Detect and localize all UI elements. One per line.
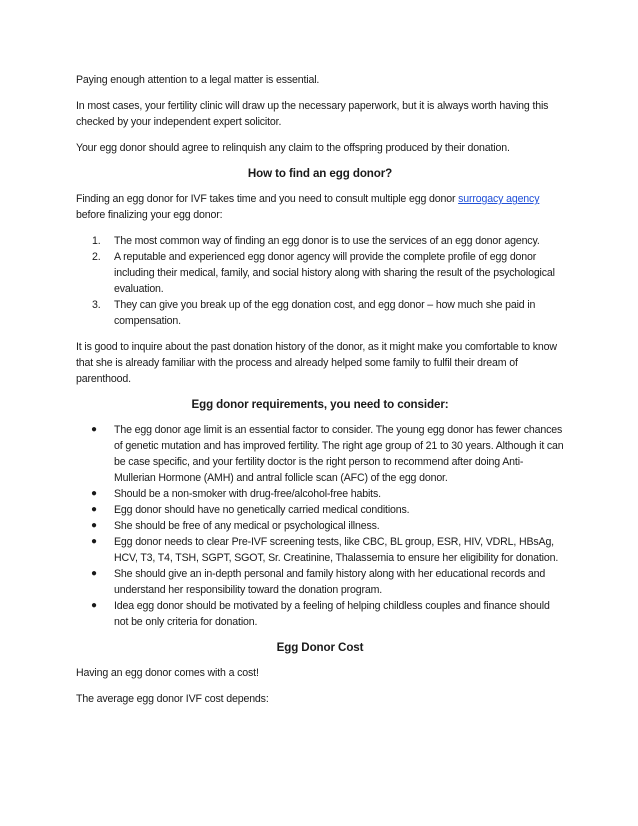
heading-donor-requirements: Egg donor requirements, you need to consider: [191,398,449,411]
paragraph-paperwork: In most cases, your fertility clinic will draw up the necessary paperwork, but it is always worth having this checked by your independent expert solicitor. [76,100,549,128]
heading-egg-donor-cost: Egg Donor Cost [276,641,364,654]
paragraph-donation-history: It is good to inquire about the past donation history of the donor, as it might make you comfortable to know that she is already familiar with the process and already helped some family to fulfil their dream of parenthood. [76,341,557,385]
list-item-text: A reputable and experienced egg donor agency will provide the complete profile of egg donor including their medical, family, and social history along with sharing the result of the psychological evaluation. [114,251,555,295]
list-item [76,297,564,329]
bullet-list-requirements [76,422,564,630]
paragraph-relinquish-claim: Your egg donor should agree to relinquish any claim to the offspring produced by their donation. [76,142,510,154]
paragraph-finding-donor [76,191,564,223]
list-item [76,422,564,486]
bullet-icon: ● [91,504,97,515]
list-item [76,534,564,566]
heading-find-egg-donor: How to find an egg donor? [247,167,393,180]
list-number: 1. [92,235,101,247]
paragraph-cost-intro: Having an egg donor comes with a cost! [76,667,259,679]
list-item [76,598,564,630]
document-page [76,72,564,717]
list-item-text: Idea egg donor should be motivated by a feeling of helping childless couples and finance should not be only criteria for donation. [114,600,550,628]
list-item [76,566,564,598]
bullet-icon: ● [91,488,97,499]
list-number: 2. [92,251,101,263]
numbered-list-finding-donor [76,233,564,329]
list-item [76,502,564,518]
list-item-text: They can give you break up of the egg donation cost, and egg donor – how much she paid in compensation. [114,299,536,327]
paragraph-legal-attention: Paying enough attention to a legal matter is essential. [76,74,320,86]
list-item [76,518,564,534]
intro-text-after-link: before finalizing your egg donor: [76,209,223,221]
list-item [76,233,564,249]
bullet-icon: ● [91,520,97,531]
bullet-icon: ● [91,568,97,579]
list-item-text: Egg donor needs to clear Pre-IVF screening tests, like CBC, BL group, ESR, HIV, VDRL, HBsAg, HCV, T3, T4, TSH, SGPT, SGOT, Sr. Creatinine, Thalassemia to ensure her eligibility for donation. [114,536,559,564]
list-item [76,486,564,502]
list-item-text: The most common way of finding an egg donor is to use the services of an egg donor agency. [114,235,540,247]
list-number: 3. [92,299,101,311]
paragraph-cost-depends: The average egg donor IVF cost depends: [76,693,269,705]
list-item-text: She should be free of any medical or psychological illness. [114,520,380,532]
bullet-icon: ● [91,536,97,547]
intro-text-before-link: Finding an egg donor for IVF takes time and you need to consult multiple egg donor [76,193,459,205]
list-item-text: The egg donor age limit is an essential factor to consider. The young egg donor has fewer chances of genetic mutation and has improved fertility. The right age group of 21 to 30 years. Although it can be case specific, and your fertility doctor is the right person to recommend after doing Anti-Mullerian Hormone (AMH) and antral follicle scan (AFC) of the egg donor. [114,424,564,484]
bullet-icon: ● [91,424,97,435]
list-item-text: Egg donor should have no genetically carried medical conditions. [114,504,410,516]
list-item-text: Should be a non-smoker with drug-free/alcohol-free habits. [114,488,381,500]
bullet-icon: ● [91,600,97,611]
surrogacy-agency-link[interactable]: surrogacy agency [458,193,540,205]
list-item-text: She should give an in-depth personal and family history along with her educational records and understand her responsibility toward the donation program. [114,568,546,596]
list-item [76,249,564,297]
